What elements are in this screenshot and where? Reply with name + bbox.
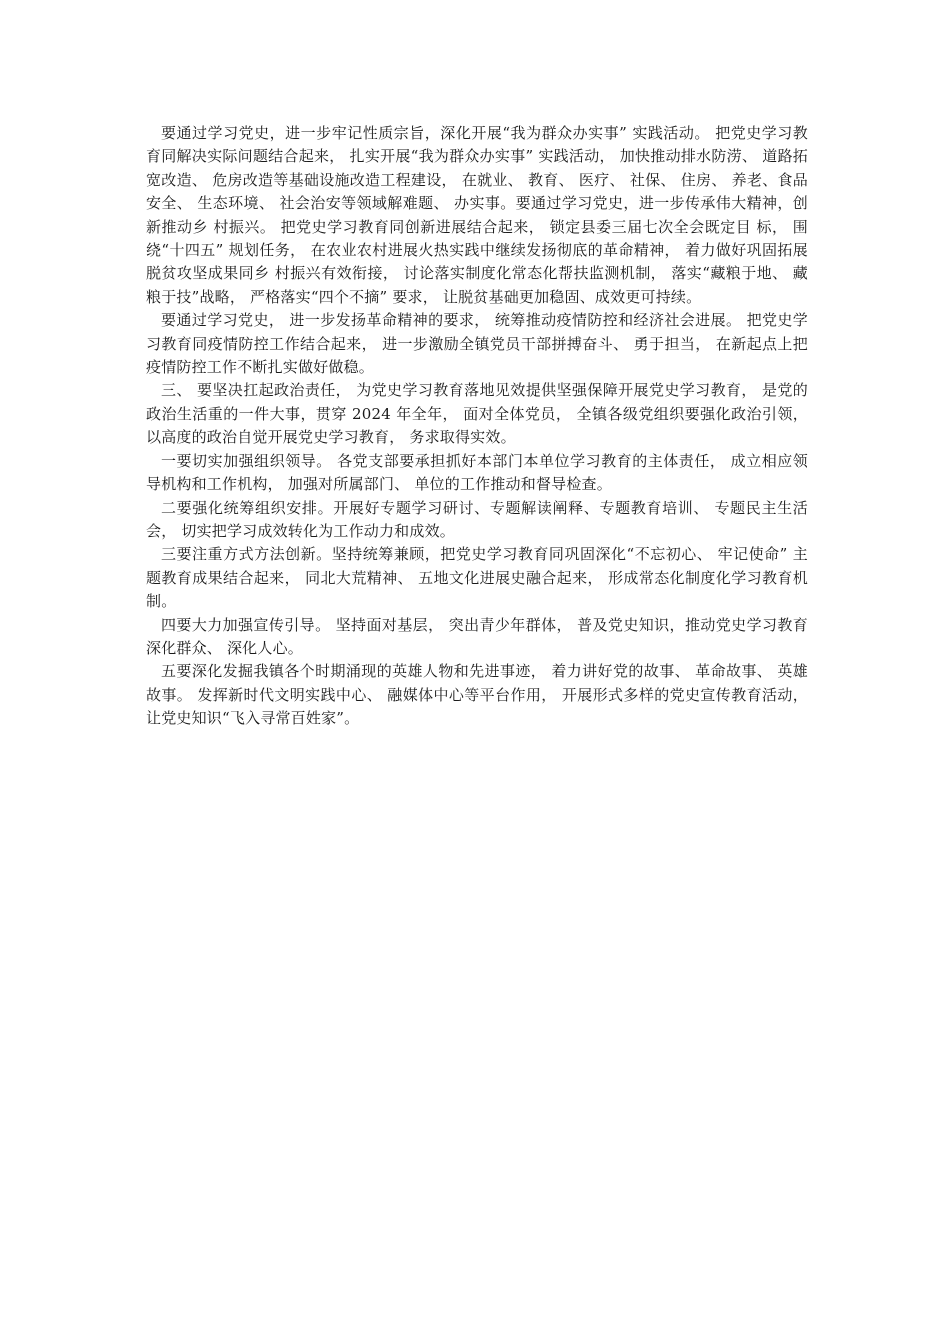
paragraph-7: 四要大力加强宣传引导。 坚持面对基层， 突出青少年群体， 普及党史知识，推动党史学习教育深化群众、 深化人心。	[146, 615, 808, 657]
paragraph-4: 一要切实加强组织领导。 各党支部要承担抓好本部门本单位学习教育的主体责任， 成立相应领导机构和工作机构， 加强对所属部门、 单位的工作推动和督导检查。	[146, 451, 808, 494]
paragraph-6: 三要注重方式方法创新。坚持统筹兼顾，把党史学习教育同巩固深化“不忘初心、 牢记使命” 主题教育成果结合起来， 同北大荒精神、 五地文化进展史融合起来， 形成常态化制度化学习教育机制。	[146, 545, 808, 611]
document-body	[146, 122, 808, 731]
paragraph-2: 要通过学习党史， 进一步发扬革命精神的要求， 统筹推动疫情防控和经济社会进展。 把党史学习教育同疫情防控工作结合起来， 进一步激励全镇党员干部拼搏奋斗、 勇于担当， 在新起点上把疫情防控工作不断扎实做好做稳。	[146, 311, 808, 377]
paragraph-3: 三、 要坚决扛起政治责任， 为党史学习教育落地见效提供坚强保障开展党史学习教育， 是党的政治生活重的一件大事，贯穿 2024 年全年， 面对全体党员， 全镇各级党组织要强化政治引领， 以高度的政治自觉开展党史学习教育， 务求取得实效。	[146, 381, 808, 447]
paragraph-1: 要通过学习党史，进一步牢记性质宗旨，深化开展“我为群众办实事” 实践活动。 把党史学习教育同解决实际问题结合起来， 扎实开展“我为群众办实事” 实践活动， 加快推动排水防涝、 道路拓宽改造、 危房改造等基础设施改造工程建设， 在就业、 教育、 医疗、 社保、 住房、 养老、食品安全、 生态环境、 社会治安等领域解难题、 办实事。要通过学习党史，进一步传承伟大精神，创新推动乡 村振兴。 把党史学习教育同创新进展结合起来， 锁定县委三届七次全会既定目 标， 围绕“十四五” 规划任务， 在农业农村进展火热实践中继续发扬彻底的革命精神， 着力做好巩固拓展脱贫攻坚成果同乡 村振兴有效衔接， 讨论落实制度化常态化帮扶监测机制， 落实“藏粮于地、 藏粮于技”战略， 严格落实“四个不摘” 要求， 让脱贫基础更加稳固、成效更可持续。	[146, 124, 808, 306]
paragraph-8: 五要深化发掘我镇各个时期涌现的英雄人物和先进事迹， 着力讲好党的故事、 革命故事、 英雄故事。 发挥新时代文明实践中心、 融媒体中心等平台作用， 开展形式多样的党史宣传教育活动，让党史知识“飞入寻常百姓家”。	[146, 662, 808, 728]
paragraph-5: 二要强化统筹组织安排。开展好专题学习研讨、专题解读阐释、专题教育培训、 专题民主生活会， 切实把学习成效转化为工作动力和成效。	[146, 498, 808, 540]
